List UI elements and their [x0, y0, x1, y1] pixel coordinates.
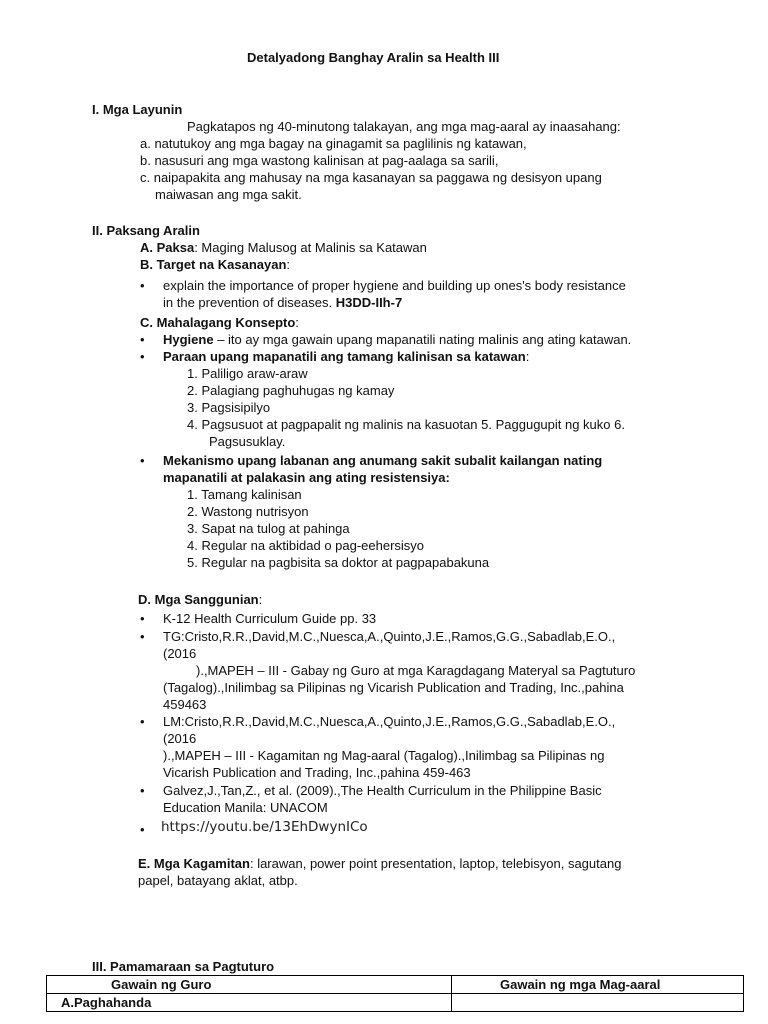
reference-line: (2016 — [163, 646, 197, 661]
target-colon: : — [286, 257, 291, 272]
row-label-paghahanda: A.Paghahanda — [47, 994, 452, 1012]
list-item: 3. Pagsisipilyo — [187, 400, 271, 415]
table-row — [47, 976, 744, 994]
reference-line: Vicarish Publication and Trading, Inc.,pahina 459-463 — [163, 765, 471, 780]
reference-line: (2016 — [163, 731, 197, 746]
sanggunian-label: D. Mga Sanggunian — [138, 592, 259, 607]
objective-a: a. natutukoy ang mga bagay na ginagamit sa paglilinis ng katawan, — [140, 136, 527, 151]
target-code: H3DD-IIh-7 — [335, 295, 403, 310]
bullet-icon: • — [140, 822, 145, 837]
reference-line: Education Manila: UNACOM — [163, 800, 328, 815]
youtube-link[interactable]: https://youtu.be/13EhDwynICo — [161, 819, 368, 835]
list-item: 5. Regular na pagbisita sa doktor at pagpapabakuna — [187, 555, 490, 570]
reference-line: ).,MAPEH – III - Kagamitan ng Mag-aaral (Tagalog).,Inilimbag sa Pilipinas ng — [163, 748, 605, 763]
target-label: B. Target na Kasanayan — [140, 257, 287, 272]
hygiene-definition: – ito ay mga gawain upang mapanatili nating malinis ang ating katawan. — [213, 332, 632, 347]
reference-line: LM:Cristo,R.R.,David,M.C.,Nuesca,A.,Quinto,J.E.,Ramos,G.G.,Sabadlab,E.O., — [163, 714, 616, 729]
target-line — [140, 256, 290, 273]
list-item: 4. Pagsusuot at pagpapalit ng malinis na kasuotan 5. Paggugupit ng kuko 6. — [187, 417, 625, 432]
section-heading-layunin: I. Mga Layunin — [92, 102, 183, 117]
reference-line: 459463 — [163, 697, 207, 712]
target-text-line2 — [163, 294, 402, 311]
paksa-line — [140, 239, 427, 256]
table-cell-student — [452, 994, 744, 1012]
target-text: in the prevention of diseases. — [163, 295, 336, 310]
mekanismo-heading-line1: Mekanismo upang labanan ang anumang sakit subalit kailangan nating — [163, 453, 603, 468]
section-heading-pamamaraan: III. Pamamaraan sa Pagtuturo — [92, 959, 275, 974]
bullet-icon: • — [140, 332, 145, 347]
bullet-icon: • — [140, 453, 145, 468]
sanggunian-line — [138, 591, 262, 608]
list-item: 4. Regular na aktibidad o pag-eehersisyo — [187, 538, 425, 553]
reference-line: Galvez,J.,Tan,Z., et al. (2009).,The Health Curriculum in the Philippine Basic — [163, 783, 602, 798]
objective-c-continued: maiwasan ang mga sakit. — [155, 187, 302, 202]
bullet-icon: • — [140, 714, 145, 729]
reference-item: K-12 Health Curriculum Guide pp. 33 — [163, 611, 377, 626]
list-item: 3. Sapat na tulog at pahinga — [187, 521, 350, 536]
hygiene-line — [163, 331, 631, 348]
bullet-icon: • — [140, 611, 145, 626]
bullet-icon: • — [140, 349, 145, 364]
kagamitan-text: : larawan, power point presentation, laptop, telebisyon, sagutang — [249, 856, 622, 871]
list-item: 1. Tamang kalinisan — [187, 487, 302, 502]
paraan-heading — [163, 348, 529, 365]
bullet-icon: • — [140, 783, 145, 798]
list-item: 2. Palagiang paghuhugas ng kamay — [187, 383, 395, 398]
hygiene-term: Hygiene — [163, 332, 214, 347]
bullet-icon: • — [140, 278, 145, 293]
bullet-icon: • — [140, 629, 145, 644]
column-header-student: Gawain ng mga Mag-aaral — [452, 976, 744, 994]
objective-c: c. naipapakita ang mahusay na mga kasanayan sa paggawa ng desisyon upang — [140, 170, 602, 185]
konsepto-label: C. Mahalagang Konsepto — [140, 315, 296, 330]
paksa-label: A. Paksa — [140, 240, 195, 255]
document-title: Detalyadong Banghay Aralin sa Health III — [247, 50, 500, 65]
layunin-intro: Pagkatapos ng 40-minutong talakayan, ang mga mag-aaral ay inaasahang: — [187, 119, 621, 134]
kagamitan-label: E. Mga Kagamitan — [138, 856, 250, 871]
reference-line: TG:Cristo,R.R.,David,M.C.,Nuesca,A.,Quinto,J.E.,Ramos,G.G.,Sabadlab,E.O., — [163, 629, 616, 644]
section-heading-paksang-aralin: II. Paksang Aralin — [92, 223, 200, 238]
kagamitan-line1 — [138, 855, 621, 872]
paraan-colon: : — [525, 349, 530, 364]
paraan-heading-text: Paraan upang mapanatili ang tamang kalinisan sa katawan — [163, 349, 526, 364]
list-item-continued: Pagsusuklay. — [209, 434, 286, 449]
objective-b: b. nasusuri ang mga wastong kalinisan at pag-aalaga sa sarili, — [140, 153, 499, 168]
paksa-value: : Maging Malusog at Malinis sa Katawan — [194, 240, 427, 255]
table-row — [47, 994, 744, 1012]
list-item: 2. Wastong nutrisyon — [187, 504, 309, 519]
kagamitan-line2: papel, batayang aklat, atbp. — [138, 873, 298, 888]
reference-line: (Tagalog).,Inilimbag sa Pilipinas ng Vicarish Publication and Trading, Inc.,pahina — [163, 680, 624, 695]
mekanismo-heading-line2: mapanatili at palakasin ang ating resistensiya: — [163, 470, 450, 485]
column-header-teacher: Gawain ng Guro — [47, 976, 452, 994]
reference-line: ).,MAPEH – III - Gabay ng Guro at mga Karagdagang Materyal sa Pagtuturo — [196, 663, 636, 678]
list-item: 1. Paliligo araw-araw — [187, 366, 308, 381]
konsepto-line — [140, 314, 299, 331]
target-text-line1: explain the importance of proper hygiene and building up ones's body resistance — [163, 278, 626, 293]
konsepto-colon: : — [295, 315, 299, 330]
sanggunian-colon: : — [258, 592, 263, 607]
procedure-table — [46, 975, 744, 1012]
